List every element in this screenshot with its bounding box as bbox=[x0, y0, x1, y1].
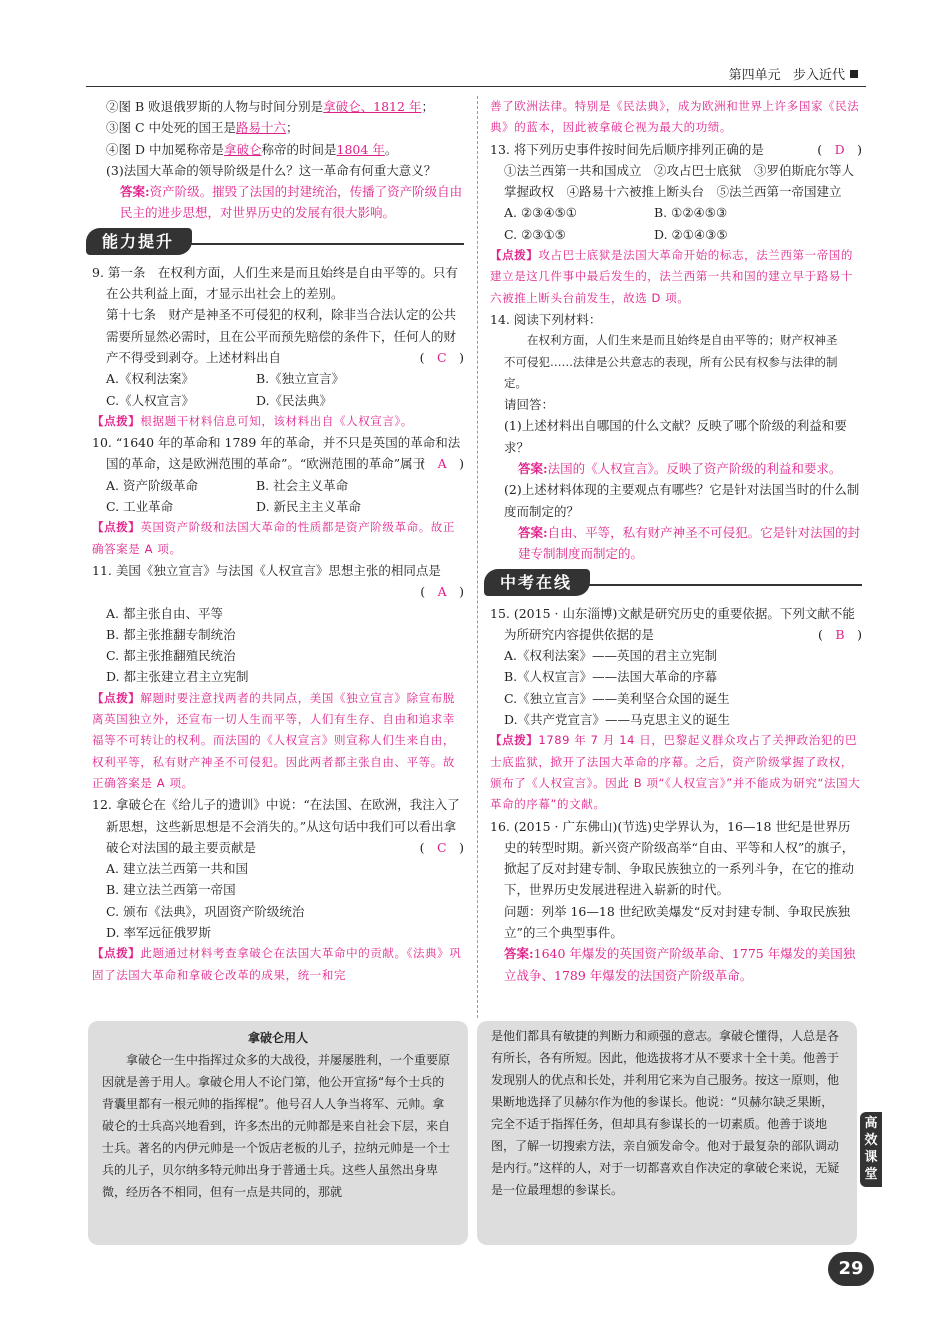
q8-sub2: ②图 B 败退俄罗斯的人物与时间分别是拿破仑、1812 年； bbox=[106, 99, 434, 114]
column-divider bbox=[477, 96, 478, 1018]
q8-part3: (3)法国大革命的领导阶级是什么？这一革命有何重大意义？ bbox=[106, 162, 437, 178]
q9-options-row1: A.《权利法案》 B.《独立宣言》 bbox=[106, 371, 345, 387]
q10-options-row2: C. 工业革命 D. 新民主主义革命 bbox=[106, 499, 362, 515]
q12-option-a: A. 建立法兰西第一共和国 bbox=[106, 861, 248, 877]
q8-sub3: ③图 C 中处死的国王是路易十六； bbox=[106, 120, 299, 136]
q15-option-c: C.《独立宣言》——美利坚合众国的诞生 bbox=[504, 690, 730, 706]
q16-stem: 16. (2015 · 广东佛山)(节选)史学界认为，16—18 世纪是世界历史的转型时期。新兴资产阶级高举“自由、平等和人权”的旗子，掀起了反对封建专制、争取民族独立的一系列斗争，在它的推动下，世界历史发展进程进入崭新的时代。 bbox=[490, 818, 855, 898]
q13-tip: 【点拨】攻占巴士底狱是法国大革命开始的标志，法兰西第一帝国的建立是这几件事中最后发生的，法兰西第一共和国的建立早于路易十六被推上断头台前发生，故选 D 项。 bbox=[490, 248, 854, 305]
q9-stem: 9. 第一条 在权利方面，人们生来是而且始终是自由平等的。只有在公共利益上面，才显示出社会上的差别。 bbox=[92, 264, 458, 302]
q16-answer: 答案:1640 年爆发的英国资产阶级革命、1775 年爆发的美国独立战争、1789 年爆发的法国资产阶级革命。 bbox=[504, 946, 856, 983]
q14-answer2: 答案:自由、平等，私有财产神圣不可侵犯。它是针对法国的封建专制制度而制定的。 bbox=[518, 524, 861, 562]
q15-option-d: D.《共产党宣言》——马克思主义的诞生 bbox=[504, 712, 731, 728]
story-text-right: 是他们都具有敏捷的判断力和顽强的意志。拿破仑懂得，人总是各有所长，各有所短。因此，他选拔将才从不要求十全十美。他善于发现别人的优点和长处，并利用它来为自己服务。按这一原则，他果断地选择了贝赫尔作为他的参谋长。他说：“贝赫尔缺乏果断，完全不适于指挥任务，但却具有参谋长的一切素质。他善于谈地图，了解一切搜索方法，亲自颁发命令。他对于最复杂的部队调动是内行。”这样的人，对于一切都喜欢自作决定的拿破仑来说，无疑是一位最理想的参谋长。 bbox=[491, 1029, 840, 1197]
story-box-right bbox=[477, 1021, 857, 1245]
story-box-left bbox=[88, 1021, 468, 1245]
q8-answer: 答案:资产阶级。摧毁了法国的封建统治，传播了资产阶级自由民主的进步思想，对世界历史的发展有很大影响。 bbox=[120, 184, 463, 221]
q13-events: ①法兰西第一共和国成立 ②攻占巴士底狱 ③罗伯斯庇尔等人掌握政权 ④路易十六被推上断头台 ⑤法兰西第一帝国建立 bbox=[504, 162, 855, 200]
story-title: 拿破仑用人 bbox=[247, 1031, 308, 1045]
q10-stem: 10. “1640 年的革命和 1789 年的革命，并不只是英国的革命和法国的革命，这是欧洲范围的革命”。“欧洲范围的革命”属于 ( A ) bbox=[92, 435, 464, 472]
q11-option-c: C. 都主张推翻殖民统治 bbox=[106, 648, 236, 664]
q8-sub4: ④图 D 中加冕称帝是拿破仑称帝的时间是1804 年。 bbox=[106, 141, 398, 157]
q16-question: 问题：列举 16—18 世纪欧美爆发“反对封建专制、争取民族独立”的三个典型事件。 bbox=[504, 903, 851, 940]
q9-stem2: 第十七条 财产是神圣不可侵犯的权利，除非当合法认定的公共需要所显然必需时，且在公平而预先赔偿的条件下，任何人的财产不得受到剥夺。上述材料出自 ( C ) bbox=[106, 307, 464, 365]
running-header bbox=[729, 64, 858, 83]
right-column bbox=[490, 96, 862, 986]
section-badge-exam: 中考在线 bbox=[484, 569, 862, 599]
q14-stem: 14. 阅读下列材料： bbox=[490, 311, 602, 327]
q12-option-d: D. 率军远征俄罗斯 bbox=[106, 924, 212, 940]
q11-option-b: B. 都主张推翻专制统治 bbox=[106, 626, 236, 642]
q13-stem: 13. 将下列历史事件按时间先后顺序排列正确的是 ( D ) bbox=[490, 141, 862, 157]
q12-tip-continued: 善了欧洲法律。特别是《民法典》，成为欧洲和世界上许多国家《民法典》的蓝本，因此被拿破仑视为最大的功绩。 bbox=[490, 99, 860, 135]
q11-option-d: D. 都主张建立君主立宪制 bbox=[106, 669, 249, 685]
q10-tip: 【点拨】英国资产阶级和法国大革命的性质都是资产阶级革命。故正确答案是 A 项。 bbox=[92, 520, 456, 556]
q14-part2: (2)上述材料体现的主要观点有哪些？它是针对法国当时的什么制度而制定的？ bbox=[504, 482, 860, 519]
q9-options-row2: C.《人权宣言》 D.《民法典》 bbox=[106, 392, 333, 408]
q14-material: 在权利方面，人们生来是而且始终是自由平等的；财产权神圣不可侵犯……法律是公共意志的表现，所有公民有权参与法律的制定。 bbox=[504, 333, 838, 390]
square-icon bbox=[850, 70, 858, 78]
q12-tip: 【点拨】此题通过材料考查拿破仑在法国大革命中的贡献。《法典》巩固了法国大革命和拿破仑改革的成果，统一和完 bbox=[92, 946, 462, 982]
unit-label: 第四单元 bbox=[728, 68, 781, 83]
q11-stem: 11. 美国《独立宣言》与法国《人权宣言》思想主张的相同点是 ( A ) bbox=[92, 562, 464, 600]
q14-answer1: 答案:法国的《人权宣言》。反映了资产阶级的利益和要求。 bbox=[518, 461, 842, 477]
unit-title: 步入近代 bbox=[792, 68, 845, 83]
section-badge-ability: 能力提升 bbox=[86, 228, 464, 258]
q11-option-a: A. 都主张自由、平等 bbox=[106, 605, 223, 621]
side-tab: 高 效 课 堂 bbox=[860, 1112, 882, 1187]
q11-tip: 【点拨】解题时要注意找两者的共同点，美国《独立宣言》除宣布脱离英国独立外，还宣布一切人生而平等，人们有生存、自由和追求幸福等不可转让的权利。而法国的《人权宣言》则宣称人们生来自由，权利平等，私有财产神圣不可侵犯。因此两者都主张自由、平等。故正确答案是 A 项。 bbox=[92, 690, 456, 790]
q13-options-row2: C. ②③①⑤ D. ②①④③⑤ bbox=[504, 226, 728, 242]
q15-tip: 【点拨】1789 年 7 月 14 日，巴黎起义群众攻占了关押政治犯的巴士底监狱，掀开了法国大革命的序幕。之后，资产阶级掌握了政权，颁布了《人权宣言》。因此 B 项“《人权宣言》”并不能成为研究“法国大革命的序幕”的文献。 bbox=[490, 733, 861, 812]
header-rule bbox=[86, 86, 866, 87]
q12-option-c: C. 颁布《法典》，巩固资产阶级统治 bbox=[106, 903, 305, 919]
left-column bbox=[92, 96, 464, 986]
q15-option-a: A.《权利法案》——英国的君主立宪制 bbox=[504, 648, 718, 664]
q9-tip: 【点拨】根据题干材料信息可知，该材料出自《人权宣言》。 bbox=[92, 413, 413, 428]
q14-part1: (1)上述材料出自哪国的什么文献？反映了哪个阶级的利益和要求？ bbox=[504, 418, 847, 455]
q13-options-row1: A. ②③④⑤① B. ①②④⑤③ bbox=[504, 205, 728, 221]
q15-stem: 15. (2015 · 山东淄博)文献是研究历史的重要依据。下列文献不能为所研究内容提供依据的是 ( B ) bbox=[490, 605, 862, 642]
q12-stem: 12. 拿破仑在《给儿子的遗训》中说：“在法国、在欧洲，我注入了新思想，这些新思想是不会消失的。”从这句话中我们可以看出拿破仑对法国的最主要贡献是 ( C ) bbox=[92, 797, 464, 855]
q10-options-row1: A. 资产阶级革命 B. 社会主义革命 bbox=[106, 477, 349, 493]
q15-option-b: B.《人权宣言》——法国大革命的序幕 bbox=[504, 669, 718, 685]
q12-option-b: B. 建立法兰西第一帝国 bbox=[106, 882, 236, 898]
story-text-left: 拿破仑一生中指挥过众多的大战役，并屡屡胜利，一个重要原因就是善于用人。拿破仑用人不论门第，他公开宣扬“每个士兵的背囊里都有一根元帅的指挥棍”。他号召人人争当将军、元帅。拿破仑的士兵高兴地看到，许多杰出的元帅都是来自社会下层，来自士兵。著名的内伊元帅是一个饭店老板的儿子，拉纳元帅是一个士兵的儿子，贝尔纳多特元帅出身于普通士兵。这些人虽然出身卑微，经历各不相同，但有一点是共同的，那就 bbox=[102, 1053, 451, 1199]
q14-ask: 请回答： bbox=[504, 397, 555, 413]
page-number: 29 bbox=[828, 1252, 874, 1286]
